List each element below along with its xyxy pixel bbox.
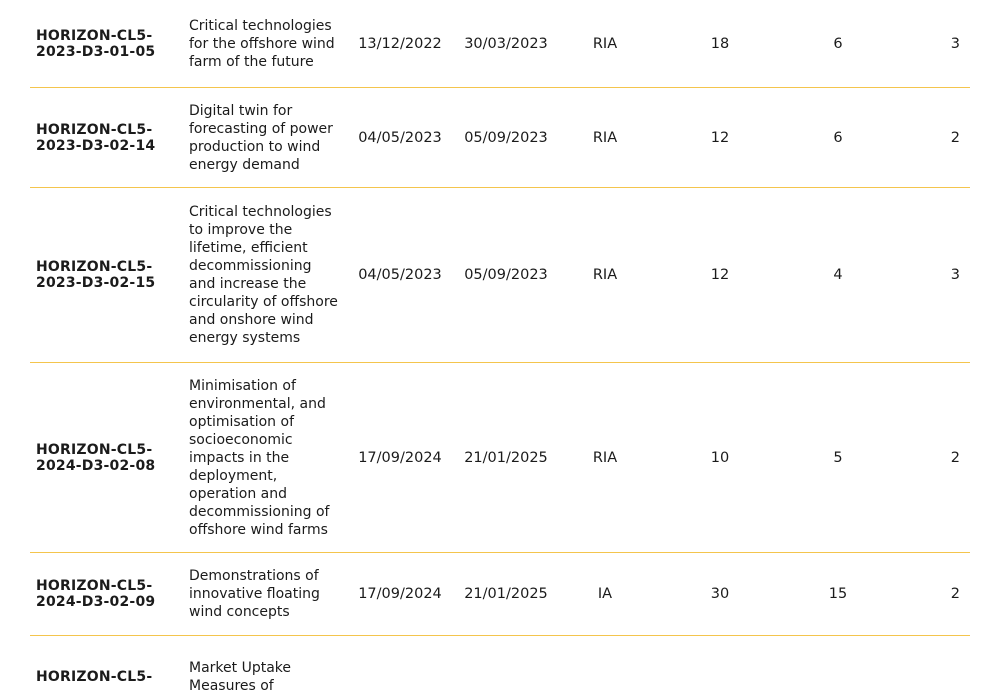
deadline-date: 30/03/2023 (464, 35, 548, 52)
opening-date: 04/05/2023 (358, 129, 442, 146)
table-row (30, 88, 970, 188)
topic-code: HORIZON-CL5-2024-D3-02-09 (36, 578, 156, 610)
topic-code: HORIZON-CL5- (36, 669, 153, 685)
deadline-date: 05/09/2023 (464, 267, 548, 283)
budget-value: 30 (710, 586, 730, 602)
budget-value: 18 (710, 35, 730, 52)
table-row (30, 636, 970, 694)
table-row (30, 0, 970, 88)
calls-table (30, 0, 970, 694)
topic-code: HORIZON-CL5-2024-D3-02-08 (36, 441, 156, 474)
topic-title: Digital twin for forecasting of power production to wind energy demand (189, 102, 333, 173)
projects-count: 3 (950, 35, 960, 52)
deadline-date: 21/01/2025 (464, 586, 548, 602)
opening-date: 13/12/2022 (358, 35, 442, 52)
opening-date: 17/09/2024 (358, 586, 442, 602)
opening-date: 04/05/2023 (358, 267, 442, 283)
action-type: IA (597, 586, 613, 602)
projects-count: 3 (950, 267, 960, 283)
topic-title: Minimisation of environmental, and optimisation of socioeconomic impacts in the deployment, operation and decommissioning of offshore wind farms (189, 377, 330, 538)
budget-value: 12 (710, 129, 730, 146)
topic-code: HORIZON-CL5-2023-D3-01-05 (36, 27, 156, 60)
topic-title: Critical technologies for the offshore wind farm of the future (189, 17, 335, 70)
opening-date: 17/09/2024 (358, 449, 442, 466)
grant-size-value: 15 (828, 586, 848, 602)
table-row (30, 363, 970, 553)
projects-count: 2 (950, 129, 960, 146)
action-type: RIA (592, 129, 618, 146)
grant-size-value: 6 (833, 35, 843, 52)
topic-title: Demonstrations of innovative floating wind concepts (189, 568, 320, 620)
table-row (30, 188, 970, 363)
projects-count: 2 (950, 449, 960, 466)
grant-size-value: 4 (833, 267, 843, 283)
topic-title: Market Uptake Measures of (189, 660, 291, 694)
topic-title: Critical technologies to improve the lifetime, efficient decommissioning and increase the circularity of offshore and onshore wind energy systems (189, 204, 338, 346)
budget-value: 12 (710, 267, 730, 283)
deadline-date: 05/09/2023 (464, 129, 548, 146)
table-row (30, 553, 970, 636)
grant-size-value: 6 (833, 129, 843, 146)
projects-count: 2 (950, 586, 960, 602)
topic-code: HORIZON-CL5-2023-D3-02-15 (36, 259, 156, 291)
action-type: RIA (592, 449, 618, 466)
action-type: RIA (592, 35, 618, 52)
grant-size-value: 5 (833, 449, 843, 466)
action-type: RIA (592, 267, 618, 283)
budget-value: 10 (710, 449, 730, 466)
deadline-date: 21/01/2025 (464, 449, 548, 466)
topic-code: HORIZON-CL5-2023-D3-02-14 (36, 121, 156, 154)
